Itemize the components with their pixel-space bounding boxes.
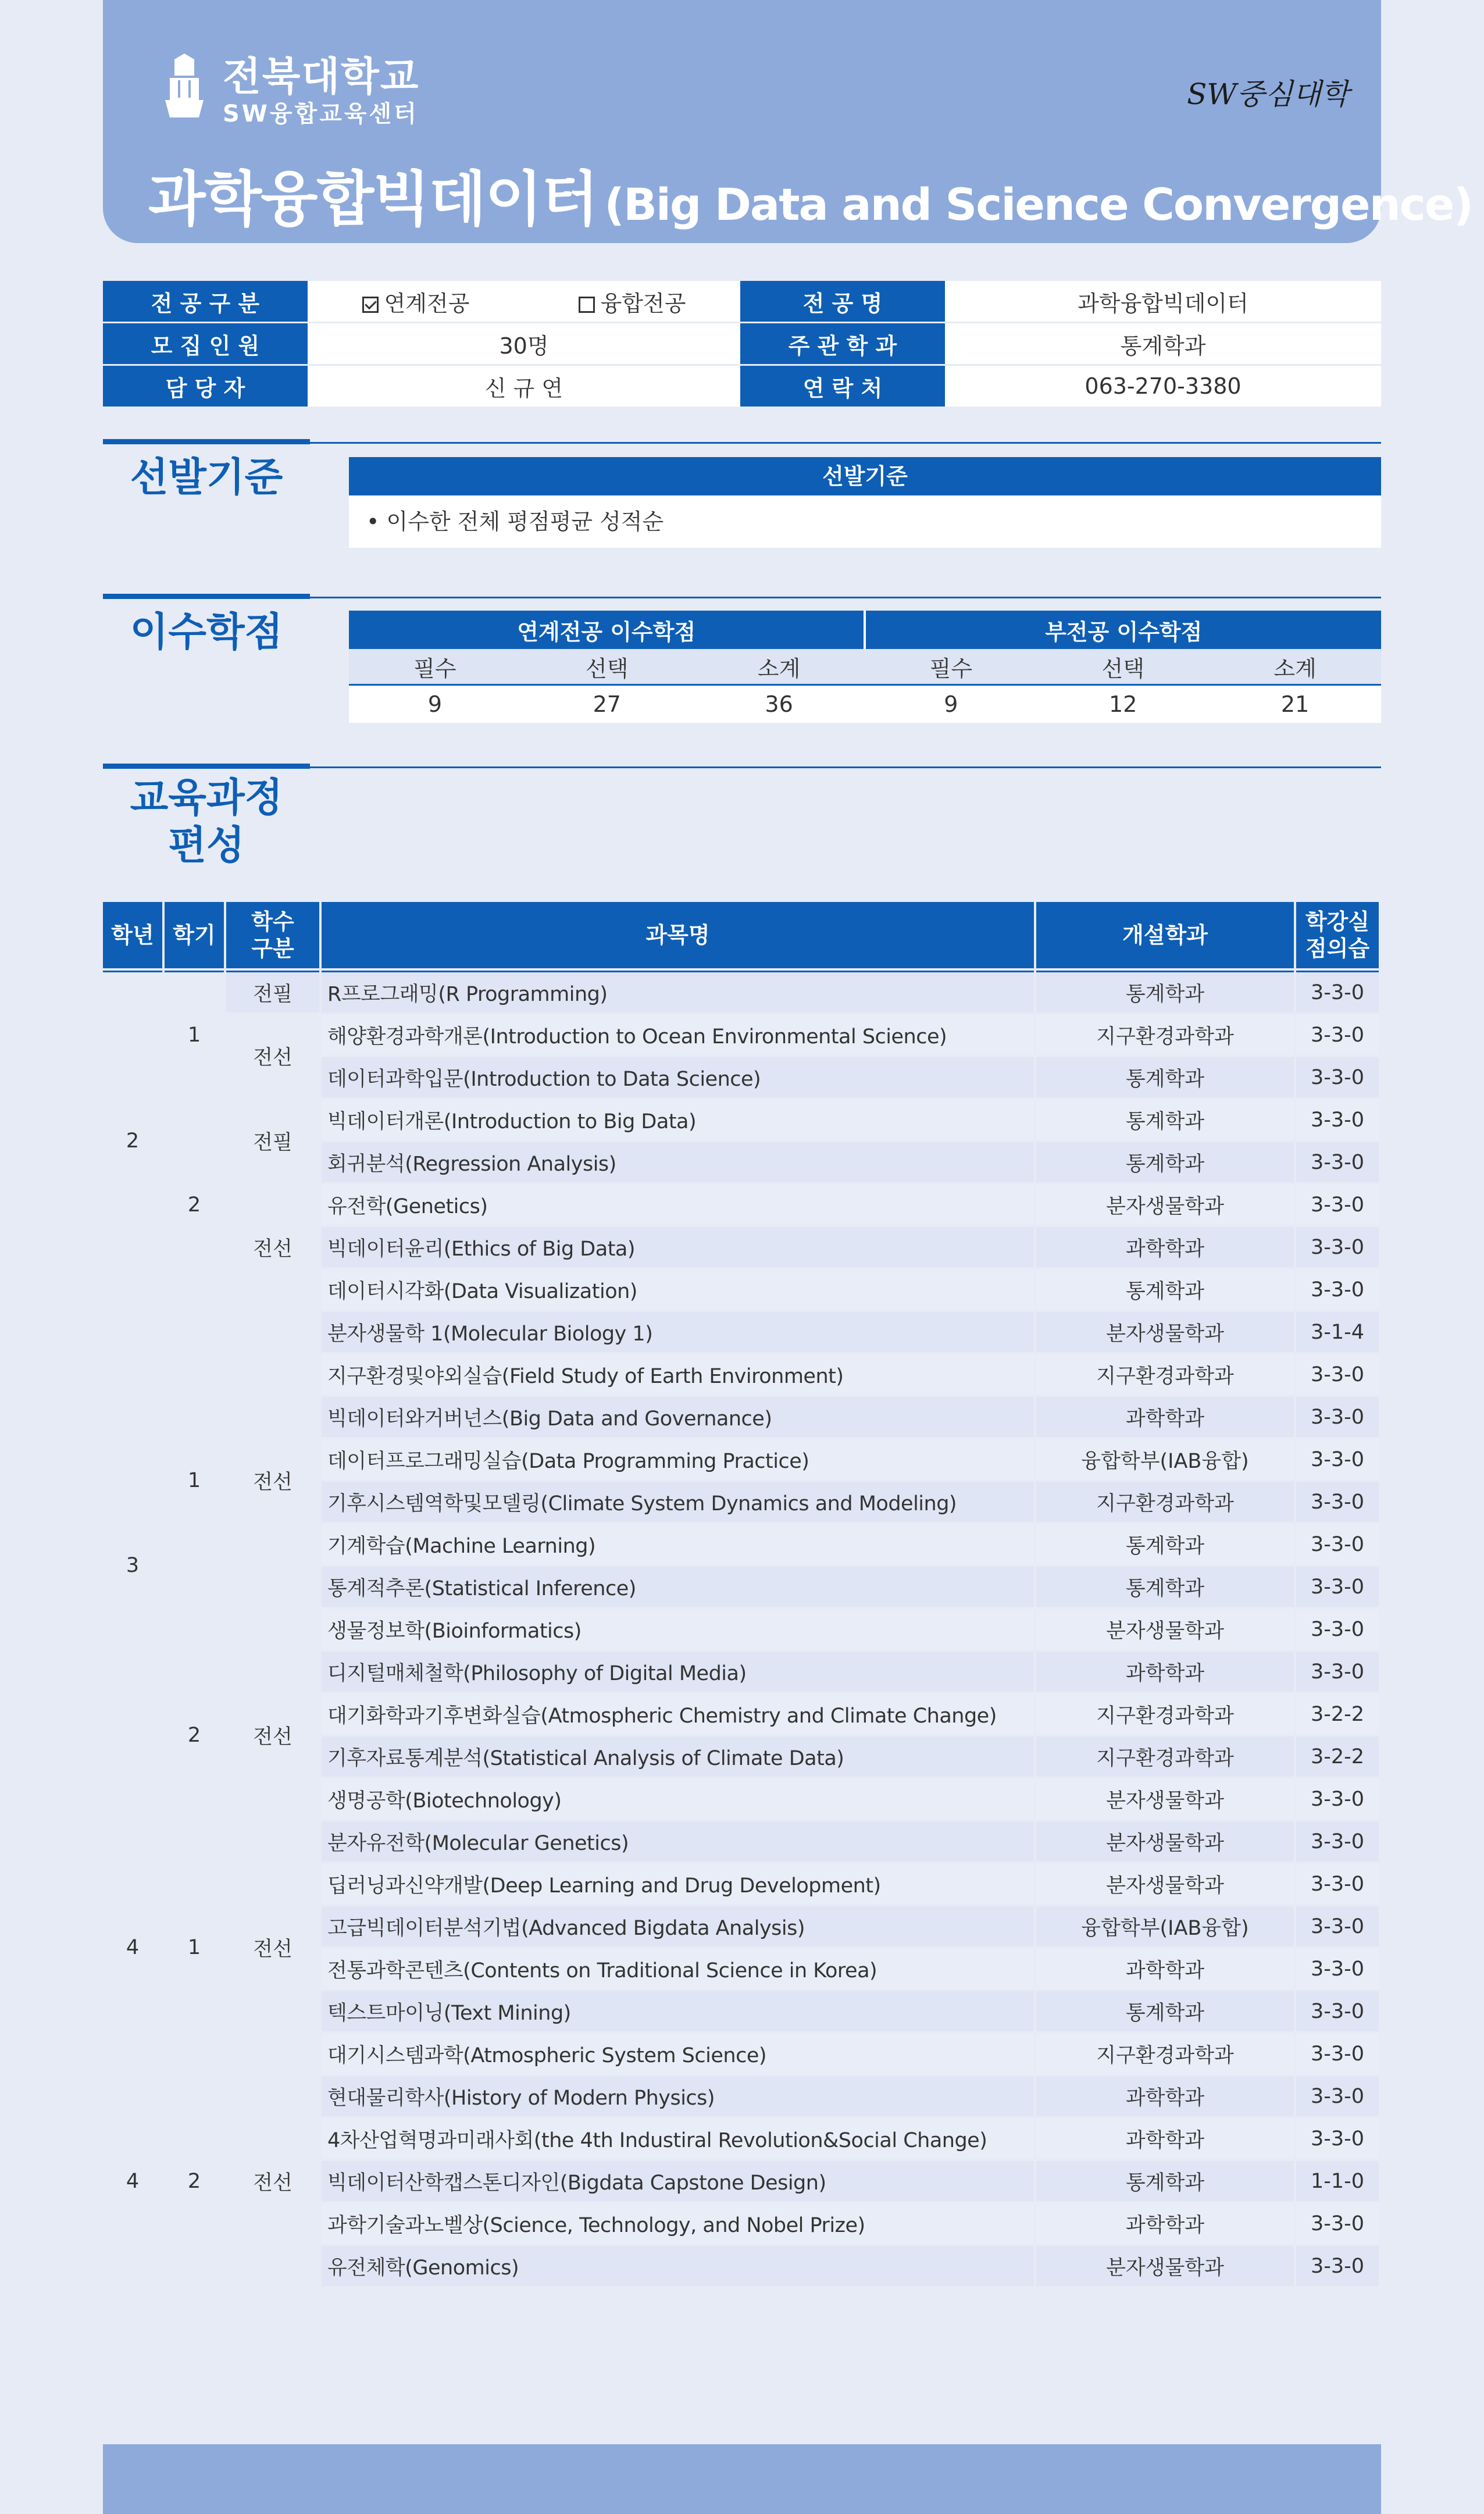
course-name-cell: 유전체학(Genomics) bbox=[322, 2246, 1034, 2286]
option-label: 연계전공 bbox=[384, 290, 470, 316]
dept-cell: 통계학과 bbox=[1036, 971, 1294, 1012]
year-cell: 2 bbox=[103, 971, 162, 1310]
section-divider bbox=[103, 766, 1381, 768]
credit-cell: 3-3-0 bbox=[1296, 2034, 1379, 2074]
linked-major-option bbox=[362, 286, 470, 318]
credit-cell: 3-3-0 bbox=[1296, 1439, 1379, 1479]
info-label: 담 당 자 bbox=[103, 365, 308, 408]
table-row bbox=[103, 1652, 1379, 1692]
checked-box-icon bbox=[362, 297, 379, 313]
credit-cell: 3-3-0 bbox=[1296, 1397, 1379, 1437]
curriculum-section-title bbox=[103, 775, 310, 870]
table-row bbox=[103, 971, 1379, 1012]
credits-group-header: 부전공 이수학점 bbox=[865, 611, 1381, 649]
credit-cell: 3-3-0 bbox=[1296, 1100, 1379, 1140]
credit-cell: 3-3-0 bbox=[1296, 1567, 1379, 1607]
course-name-cell: 통계적추론(Statistical Inference) bbox=[322, 1567, 1034, 1607]
credit-cell: 3-3-0 bbox=[1296, 1906, 1379, 1946]
sw-badge: SW중심대학 bbox=[1187, 77, 1349, 111]
credit-cell: 3-3-0 bbox=[1296, 1949, 1379, 1989]
info-label: 전 공 구 분 bbox=[103, 281, 308, 323]
dept-cell: 지구환경과학과 bbox=[1036, 1354, 1294, 1395]
course-name-cell: 4차산업혁명과미래사회(the 4th Industiral Revolution&Social Change) bbox=[322, 2119, 1034, 2159]
course-name-cell: 해양환경과학개론(Introduction to Ocean Environmental Science) bbox=[322, 1015, 1034, 1055]
section-divider bbox=[103, 597, 1381, 598]
info-value: 신 규 연 bbox=[308, 365, 740, 408]
program-title-en: (Big Data and Science Convergence) bbox=[604, 179, 1473, 230]
year-cell: 3 bbox=[103, 1312, 162, 1819]
option-label: 융합전공 bbox=[600, 290, 686, 316]
credit-cell: 3-3-0 bbox=[1296, 1779, 1379, 1819]
credit-cell: 3-3-0 bbox=[1296, 1864, 1379, 1904]
dept-cell: 과학학과 bbox=[1036, 2203, 1294, 2244]
course-name-cell: 현대물리학사(History of Modern Physics) bbox=[322, 2076, 1034, 2116]
credit-cell: 3-1-4 bbox=[1296, 1312, 1379, 1352]
semester-cell: 1 bbox=[165, 1821, 224, 2074]
course-name-cell: 지구환경및야외실습(Field Study of Earth Environment) bbox=[322, 1354, 1034, 1395]
course-name-cell: 빅데이터개론(Introduction to Big Data) bbox=[322, 1100, 1034, 1140]
curriculum-table bbox=[101, 900, 1381, 2288]
credit-cell: 3-3-0 bbox=[1296, 2119, 1379, 2159]
header-banner bbox=[103, 0, 1473, 243]
credit-cell: 3-3-0 bbox=[1296, 1821, 1379, 1862]
empty-box-icon bbox=[579, 297, 595, 313]
course-name-cell: 대기시스템과학(Atmospheric System Science) bbox=[322, 2034, 1034, 2074]
info-label: 전 공 명 bbox=[740, 281, 945, 323]
dept-cell: 지구환경과학과 bbox=[1036, 1736, 1294, 1777]
course-name-cell: 딥러닝과신약개발(Deep Learning and Drug Development) bbox=[322, 1864, 1034, 1904]
course-name-cell: 유전학(Genetics) bbox=[322, 1185, 1034, 1225]
semester-cell: 2 bbox=[165, 1652, 224, 1819]
section-divider bbox=[103, 442, 1381, 444]
header-line: 점의습 bbox=[1305, 936, 1370, 961]
credit-cell: 3-3-0 bbox=[1296, 1227, 1379, 1267]
dept-cell: 분자생물학과 bbox=[1036, 1864, 1294, 1904]
course-name-cell: 데이터시각화(Data Visualization) bbox=[322, 1270, 1034, 1310]
dept-cell: 융합학부(IAB융합) bbox=[1036, 1439, 1294, 1479]
credits-table bbox=[349, 611, 1381, 723]
table-row bbox=[103, 1015, 1379, 1055]
year-cell: 4 bbox=[103, 1821, 162, 2074]
table-row bbox=[103, 1185, 1379, 1225]
course-name-cell: 데이터프로그래밍실습(Data Programming Practice) bbox=[322, 1439, 1034, 1479]
credit-cell: 3-3-0 bbox=[1296, 1270, 1379, 1310]
credit-cell: 3-3-0 bbox=[1296, 1482, 1379, 1522]
converged-major-option bbox=[579, 286, 686, 318]
dept-cell: 과학학과 bbox=[1036, 2076, 1294, 2116]
course-name-cell: 회귀분석(Regression Analysis) bbox=[322, 1142, 1034, 1182]
course-name-cell: 데이터과학입문(Introduction to Data Science) bbox=[322, 1057, 1034, 1097]
credits-value: 27 bbox=[521, 685, 693, 723]
credit-cell: 3-3-0 bbox=[1296, 1524, 1379, 1564]
credits-subheader: 선택 bbox=[521, 649, 693, 685]
course-name-cell: 고급빅데이터분석기법(Advanced Bigdata Analysis) bbox=[322, 1906, 1034, 1946]
course-name-cell: 텍스트마이닝(Text Mining) bbox=[322, 1991, 1034, 2031]
selection-header: 선발기준 bbox=[349, 457, 1381, 495]
credit-cell: 1-1-0 bbox=[1296, 2161, 1379, 2201]
university-name: 전북대학교 bbox=[223, 54, 420, 100]
course-name-cell: 전통과학콘텐츠(Contents on Traditional Science in Korea) bbox=[322, 1949, 1034, 1989]
curriculum-title-line: 편성 bbox=[168, 823, 245, 869]
course-name-cell: 디지털매체철학(Philosophy of Digital Media) bbox=[322, 1652, 1034, 1692]
semester-cell: 1 bbox=[165, 971, 224, 1097]
dept-cell: 분자생물학과 bbox=[1036, 1609, 1294, 1649]
credits-subheader: 소계 bbox=[1209, 649, 1381, 685]
dept-cell: 지구환경과학과 bbox=[1036, 1694, 1294, 1734]
credit-cell: 3-3-0 bbox=[1296, 1652, 1379, 1692]
category-cell: 전선 bbox=[226, 1652, 319, 1819]
category-cell: 전선 bbox=[226, 1312, 319, 1649]
table-row bbox=[103, 1821, 1379, 1862]
center-name: SW융합교육센터 bbox=[223, 101, 419, 127]
header-line: 학강실 bbox=[1305, 909, 1370, 935]
dept-cell: 통계학과 bbox=[1036, 1524, 1294, 1564]
dept-cell: 지구환경과학과 bbox=[1036, 1482, 1294, 1522]
dept-cell: 분자생물학과 bbox=[1036, 1312, 1294, 1352]
credit-cell: 3-3-0 bbox=[1296, 1057, 1379, 1097]
credit-cell: 3-3-0 bbox=[1296, 1991, 1379, 2031]
dept-cell: 분자생물학과 bbox=[1036, 1779, 1294, 1819]
course-name-cell: 빅데이터산학캡스톤디자인(Bigdata Capstone Design) bbox=[322, 2161, 1034, 2201]
semester-cell: 1 bbox=[165, 1312, 224, 1649]
footer-bar bbox=[103, 2444, 1381, 2514]
credits-subheader: 필수 bbox=[865, 649, 1037, 685]
semester-cell: 2 bbox=[165, 1100, 224, 1310]
credits-subheader: 필수 bbox=[349, 649, 521, 685]
semester-cell: 2 bbox=[165, 2076, 224, 2286]
col-header-credits bbox=[1296, 902, 1379, 968]
credit-cell: 3-2-2 bbox=[1296, 1736, 1379, 1777]
year-cell: 4 bbox=[103, 2076, 162, 2286]
info-value: 과학융합빅데이터 bbox=[945, 281, 1381, 323]
course-name-cell: 생명공학(Biotechnology) bbox=[322, 1779, 1034, 1819]
credits-value: 9 bbox=[349, 685, 521, 723]
table-row bbox=[103, 2076, 1379, 2116]
university-emblem-icon bbox=[164, 52, 205, 121]
dept-cell: 과학학과 bbox=[1036, 1949, 1294, 1989]
category-cell: 전선 bbox=[226, 1015, 319, 1097]
col-header-semester: 학기 bbox=[165, 902, 224, 968]
dept-cell: 융합학부(IAB융합) bbox=[1036, 1906, 1294, 1946]
dept-cell: 통계학과 bbox=[1036, 1567, 1294, 1607]
program-title-ko: 과학융합빅데이터 bbox=[148, 165, 598, 234]
selection-section-title: 선발기준 bbox=[130, 455, 283, 501]
credit-cell: 3-3-0 bbox=[1296, 1015, 1379, 1055]
credits-value: 21 bbox=[1209, 685, 1381, 723]
info-label: 모 집 인 원 bbox=[103, 323, 308, 365]
category-cell: 전필 bbox=[226, 971, 319, 1012]
credits-subheader: 선택 bbox=[1037, 649, 1209, 685]
header-line: 구분 bbox=[251, 936, 294, 961]
dept-cell: 통계학과 bbox=[1036, 2161, 1294, 2201]
table-row bbox=[103, 1312, 1379, 1352]
course-name-cell: 빅데이터와거버넌스(Big Data and Governance) bbox=[322, 1397, 1034, 1437]
col-header-year: 학년 bbox=[103, 902, 162, 968]
credits-subheader: 소계 bbox=[693, 649, 865, 685]
curriculum-title-line: 교육과정 bbox=[130, 775, 283, 821]
col-header-category bbox=[226, 902, 319, 968]
credits-value: 9 bbox=[865, 685, 1037, 723]
program-info-table bbox=[103, 281, 1381, 408]
credit-cell: 3-3-0 bbox=[1296, 1185, 1379, 1225]
credit-cell: 3-3-0 bbox=[1296, 1142, 1379, 1182]
major-type-options bbox=[308, 281, 740, 323]
dept-cell: 통계학과 bbox=[1036, 1270, 1294, 1310]
category-cell: 전필 bbox=[226, 1100, 319, 1182]
info-label: 주 관 학 과 bbox=[740, 323, 945, 365]
info-value: 063-270-3380 bbox=[945, 365, 1381, 408]
course-name-cell: 대기화학과기후변화실습(Atmospheric Chemistry and Climate Change) bbox=[322, 1694, 1034, 1734]
course-name-cell: 과학기술과노벨상(Science, Technology, and Nobel Prize) bbox=[322, 2203, 1034, 2244]
credits-section-title: 이수학점 bbox=[130, 609, 283, 655]
course-name-cell: 기계학습(Machine Learning) bbox=[322, 1524, 1034, 1564]
dept-cell: 과학학과 bbox=[1036, 1227, 1294, 1267]
credit-cell: 3-3-0 bbox=[1296, 971, 1379, 1012]
header-line: 학수 bbox=[251, 909, 294, 935]
category-cell: 전선 bbox=[226, 1821, 319, 2074]
dept-cell: 지구환경과학과 bbox=[1036, 2034, 1294, 2074]
info-label: 연 락 처 bbox=[740, 365, 945, 408]
credits-value: 12 bbox=[1037, 685, 1209, 723]
col-header-course: 과목명 bbox=[322, 902, 1034, 968]
col-header-dept: 개설학과 bbox=[1036, 902, 1294, 968]
dept-cell: 분자생물학과 bbox=[1036, 1185, 1294, 1225]
course-name-cell: 생물정보학(Bioinformatics) bbox=[322, 1609, 1034, 1649]
dept-cell: 과학학과 bbox=[1036, 1397, 1294, 1437]
program-title bbox=[148, 152, 1472, 237]
credit-cell: 3-3-0 bbox=[1296, 1354, 1379, 1395]
dept-cell: 통계학과 bbox=[1036, 1100, 1294, 1140]
course-name-cell: R프로그래밍(R Programming) bbox=[322, 971, 1034, 1012]
credit-cell: 3-3-0 bbox=[1296, 1609, 1379, 1649]
credits-value: 36 bbox=[693, 685, 865, 723]
credit-cell: 3-3-0 bbox=[1296, 2203, 1379, 2244]
category-cell: 전선 bbox=[226, 2076, 319, 2286]
course-name-cell: 기후자료통계분석(Statistical Analysis of Climate Data) bbox=[322, 1736, 1034, 1777]
info-value: 통계학과 bbox=[945, 323, 1381, 365]
info-value: 30명 bbox=[308, 323, 740, 365]
category-cell: 전선 bbox=[226, 1185, 319, 1310]
dept-cell: 통계학과 bbox=[1036, 1057, 1294, 1097]
table-row bbox=[103, 1100, 1379, 1140]
dept-cell: 과학학과 bbox=[1036, 2119, 1294, 2159]
credits-group-header: 연계전공 이수학점 bbox=[349, 611, 865, 649]
dept-cell: 지구환경과학과 bbox=[1036, 1015, 1294, 1055]
credit-cell: 3-3-0 bbox=[1296, 2076, 1379, 2116]
credit-cell: 3-2-2 bbox=[1296, 1694, 1379, 1734]
dept-cell: 통계학과 bbox=[1036, 1142, 1294, 1182]
selection-criteria: • 이수한 전체 평점평균 성적순 bbox=[349, 495, 1381, 548]
course-name-cell: 빅데이터윤리(Ethics of Big Data) bbox=[322, 1227, 1034, 1267]
dept-cell: 분자생물학과 bbox=[1036, 1821, 1294, 1862]
course-name-cell: 분자생물학 1(Molecular Biology 1) bbox=[322, 1312, 1034, 1352]
course-name-cell: 기후시스템역학및모델링(Climate System Dynamics and Modeling) bbox=[322, 1482, 1034, 1522]
dept-cell: 분자생물학과 bbox=[1036, 2246, 1294, 2286]
dept-cell: 과학학과 bbox=[1036, 1652, 1294, 1692]
dept-cell: 통계학과 bbox=[1036, 1991, 1294, 2031]
course-name-cell: 분자유전학(Molecular Genetics) bbox=[322, 1821, 1034, 1862]
credit-cell: 3-3-0 bbox=[1296, 2246, 1379, 2286]
